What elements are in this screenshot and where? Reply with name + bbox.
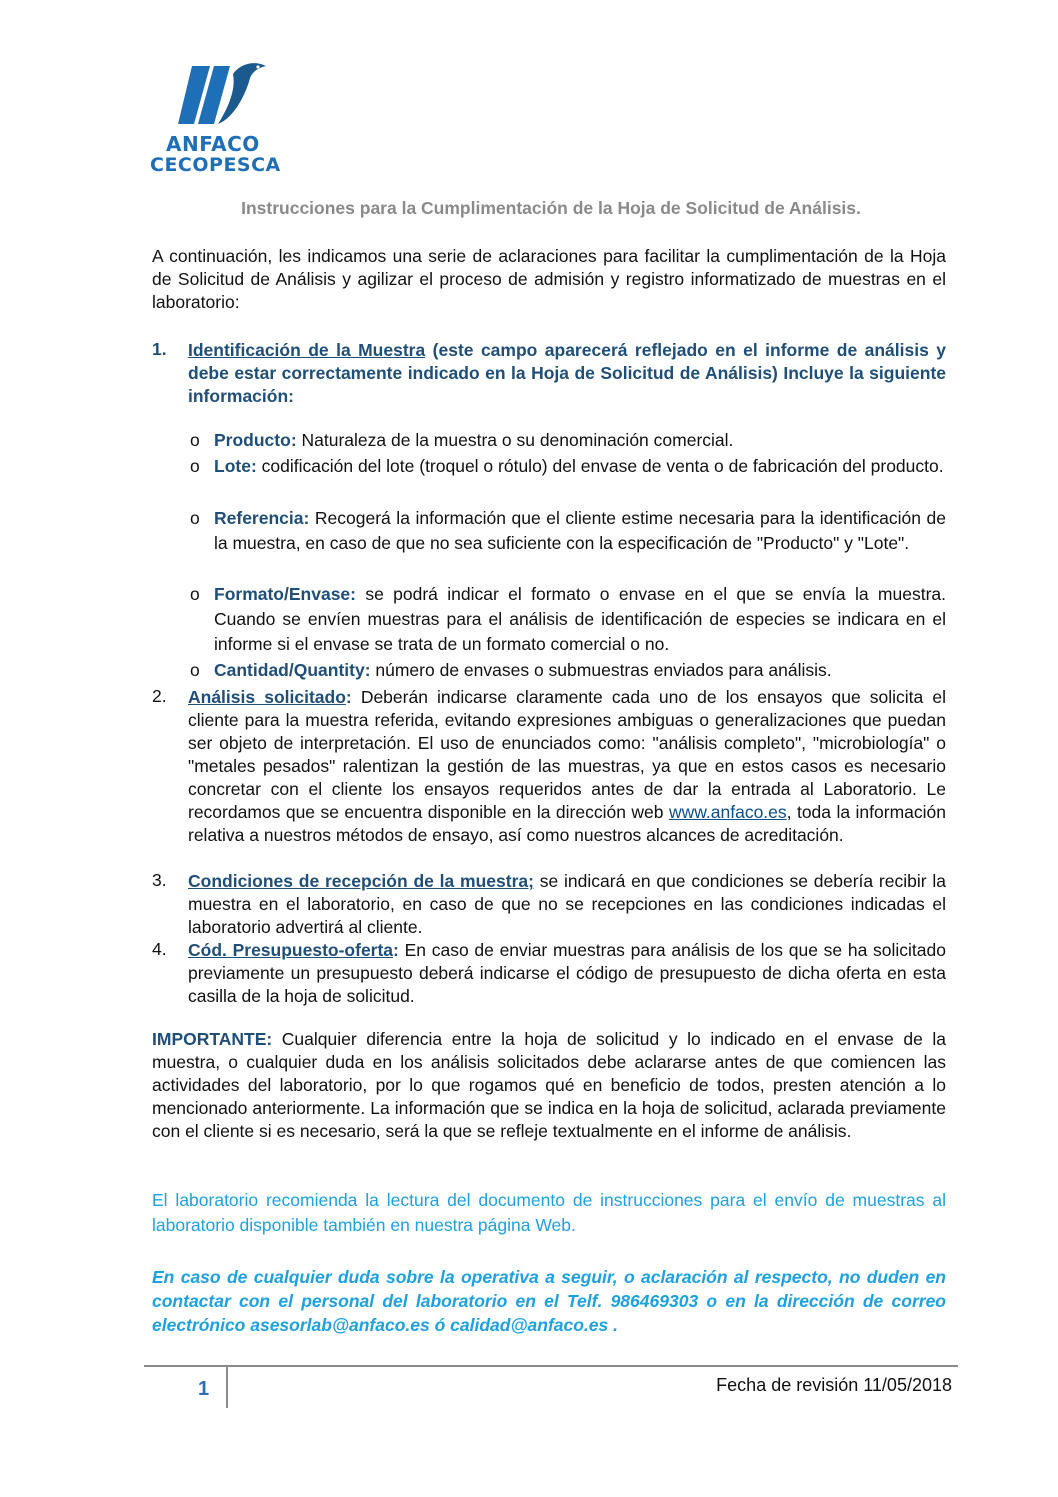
item-2-text: Deberán indicarse claramente cada uno de los ensayos que solicita el cliente para la muestra referida, evitando expresiones ambiguas o generalizaciones que puedan ser objeto de interpretación. El uso de enunciados como: "análisis completo", "microbiología" o "metales pesados" ralentizan la gestión de las muestras, ya que en estos casos es necesario concretar con el cliente los ensayos requeridos antes de dar la entrada al Laboratorio. Le recordamos que se encuentra disponible en la dirección web [188,687,946,822]
formato-label: Formato/Envase: [214,584,356,604]
intro-paragraph: A continuación, les indicamos una serie de aclaraciones para facilitar la cumplimentación de la Hoja de Solicitud de Análisis y agilizar el proceso de admisión y registro informatizado de muestras en el laboratorio: [152,246,946,312]
bullet-referencia: o [190,508,200,528]
item-2-paragraph [188,686,946,847]
item-1-paragraph [188,339,946,408]
item-4-colon: : [393,940,399,960]
referencia-text: Recogerá la información que el cliente estime necesaria para la identificación de la muestra, en caso de que no sea suficiente con la especificación de "Producto" y "Lote". [214,508,946,553]
anfaco-web-link[interactable]: www.anfaco.es [668,802,787,822]
importante-text: Cualquier diferencia entre la hoja de solicitud y lo indicado en el envase de la muestra, o cualquier duda en los análisis solicitados debe aclararse antes de que comiencen las actividades del laboratorio, por lo que rogamos qué en beneficio de todos, presten atención a lo mencionado anteriormente. La información que se indica en la hoja de solicitud, aclarada previamente con el cliente si es necesario, será la que se refleje textualmente en el informe de análisis. [152,1029,946,1141]
referencia-colon: : [303,508,310,528]
item-1-heading: Identificación de la Muestra [188,340,426,360]
cantidad-text: número de envases o submuestras enviados para análisis. [370,660,832,680]
anfaco-cecopesca-logo [150,60,290,176]
footer-page-divider [226,1365,228,1408]
bullet-producto: o [190,430,200,450]
producto-text: Naturaleza de la muestra o su denominación comercial. [296,430,734,450]
item-4-number: 4. [152,939,167,959]
item-3-paragraph [188,870,946,939]
formato-text: se podrá indicar el formato o envase en el que se envía la muestra. Cuando se envíen muestras para el análisis de identificación de especies se indicara en el informe si el envase se trata de un formato comercial o no. [214,584,946,654]
sub-producto [214,428,946,453]
item-1-text: (este campo aparecerá reflejado en el informe de análisis y debe estar correctamente indicado en la Hoja de Solicitud de Análisis) Incluye la siguiente información: [188,340,947,406]
document-title: Instrucciones para la Cumplimentación de la Hoja de Solicitud de Análisis. [241,198,861,218]
producto-label: Producto [214,430,291,450]
fish-logo-icon [178,60,268,132]
cantidad-label: Cantidad/Quantity: [214,660,371,680]
sub-cantidad [214,658,946,683]
item-2-heading: Análisis solicitado [188,687,346,707]
sub-formato [214,582,946,657]
item-4-paragraph [188,939,946,1008]
recomienda-paragraph: El laboratorio recomienda la lectura del documento de instrucciones para el envío de muestras al laboratorio disponible también en nuestra página Web. [152,1190,946,1235]
logo-text-anfaco: ANFACO [166,132,260,156]
item-2-text-end: , toda la información relativa a nuestros métodos de ensayo, así como nuestros alcances de acreditación. [188,802,946,845]
importante-label: IMPORTANTE: [152,1029,273,1049]
producto-colon: : [290,430,297,450]
bullet-cantidad: o [190,660,200,680]
item-4-heading: Cód. Presupuesto-oferta [188,940,394,960]
sub-referencia [214,506,946,556]
item-3-heading: Condiciones de recepción de la muestra; [188,871,534,891]
item-3-text: se indicará en que condiciones se debería recibir la muestra en el laboratorio, en caso de que no se recepciones en las condiciones indicadas el laboratorio advertirá al cliente. [188,871,946,937]
item-1-number: 1. [152,339,167,359]
importante-paragraph [152,1028,946,1143]
item-2-colon: : [345,687,352,707]
bullet-lote: o [190,456,200,476]
lote-text: codificación del lote (troquel o rótulo) del envase de venta o de fabricación del producto. [256,456,944,476]
item-4-text: En caso de enviar muestras para análisis de los que se ha solicitado previamente un presupuesto deberá indicarse el código de presupuesto de dicha oferta en esta casilla de la hoja de solicitud. [188,940,946,1006]
lote-label: Lote: [214,456,257,476]
item-2-number: 2. [152,686,167,706]
logo-text-cecopesca: CECOPESCA [150,154,281,176]
sub-lote [214,454,946,479]
page-number: 1 [198,1378,210,1400]
contacto-paragraph: En caso de cualquier duda sobre la operativa a seguir, o aclaración al respecto, no duden en contactar con el personal del laboratorio en el Telf. 986469303 o en la dirección de correo electrónico asesorlab@anfaco.es ó calidad@anfaco.es . [152,1267,946,1335]
revision-date: Fecha de revisión 11/05/2018 [716,1375,952,1395]
bullet-formato: o [190,584,200,604]
footer-divider [144,1365,958,1367]
referencia-label: Referencia [214,508,304,528]
item-3-number: 3. [152,870,167,890]
